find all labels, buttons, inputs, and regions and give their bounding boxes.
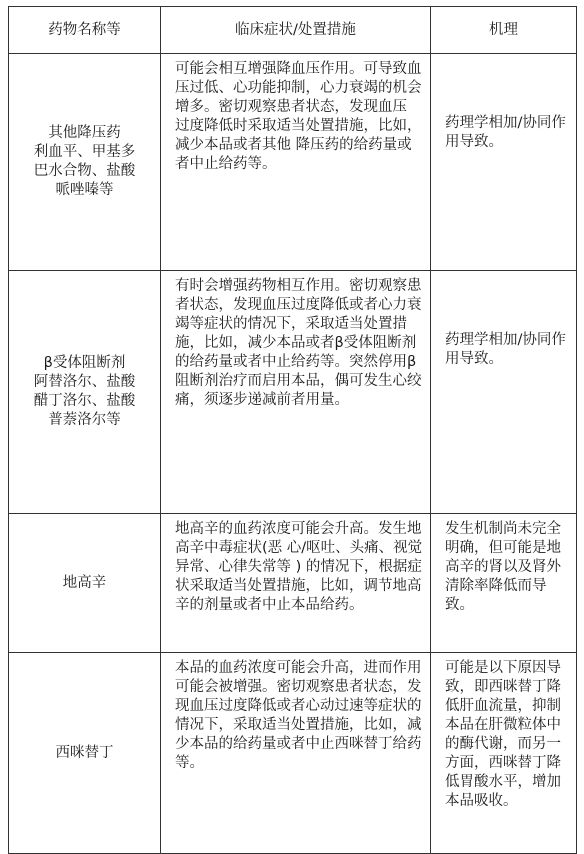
- drug-name-cell: [9, 653, 161, 854]
- drug-name-line: 利血平、甲基多: [33, 144, 136, 160]
- drug-name-line: 哌唑嗪等: [55, 182, 114, 198]
- mechanism-cell: 药理学相加/协同作用导致。: [431, 54, 577, 271]
- drug-name-cell: [9, 54, 161, 271]
- table-row: [9, 271, 577, 514]
- drug-name-line: 阿替洛尔、盐酸: [33, 374, 136, 390]
- drug-name-line: 巴水合物、盐酸: [33, 163, 136, 179]
- header-mechanism: 机理: [431, 7, 577, 54]
- clinical-cell: 有时会增强药物相互作用。密切观察患者状态，发现血压过度降低或者心力衰竭等症状的情况下，采取适当处置措施，比如，减少本品或者β受体阻断剂的给药量或者中止给药等。突然停用β阻断剂治疗而启用本品，偶可发生心绞痛，须逐步递减前者用量。: [161, 271, 431, 514]
- clinical-cell: 地高辛的血药浓度可能会升高。发生地高辛中毒症状(恶 心/呕吐、头痛、视觉异常、心律失常等 ) 的情况下，根据症状采取适当处置措施，比如，调节地高辛的剂量或者中止本品给药。: [161, 514, 431, 653]
- header-drug-name: 药物名称等: [9, 7, 161, 54]
- table-header-row: [9, 7, 577, 54]
- header-clinical-measures: 临床症状/处置措施: [161, 7, 431, 54]
- drug-name-line: β受体阻断剂: [43, 355, 126, 371]
- clinical-cell: 可能会相互增强降血压作用。可导致血压过低、心功能抑制，心力衰竭的机会增多。密切观察患者状态，发现血压 过度降低时采取适当处置措施，比如，减少本品或者其他 降压药的给药量或者中止给药等。: [161, 54, 431, 271]
- drug-name-cell: [9, 514, 161, 653]
- drug-name-line: 普萘洛尔等: [48, 412, 121, 428]
- drug-name-line: 西咪替丁: [55, 744, 114, 761]
- drug-name-line: 醋丁洛尔、盐酸: [33, 393, 136, 409]
- mechanism-cell: 药理学相加/协同作用导致。: [431, 271, 577, 514]
- table-row: [9, 653, 577, 854]
- clinical-cell: 本品的血药浓度可能会升高，进而作用可能会被增强。密切观察患者状态，发现血压过度降低或者心动过速等症状的情况下，采取适当处置措施，比如，减少本品的给药量或者中止西咪替丁给药等。: [161, 653, 431, 854]
- table-row: [9, 54, 577, 271]
- mechanism-cell: 可能是以下原因导致，即西咪替丁降低肝血流量，抑制本品在肝微粒体中的酶代谢，而另一方面，西咪替丁降低胃酸水平，增加本品吸收。: [431, 653, 577, 854]
- drug-name-line: 地高辛: [62, 574, 107, 591]
- mechanism-cell: 发生机制尚未完全明确，但可能是地高辛的肾以及肾外清除率降低而导致。: [431, 514, 577, 653]
- drug-interaction-table: [8, 6, 577, 854]
- table-row: [9, 514, 577, 653]
- drug-name-cell: [9, 271, 161, 514]
- drug-name-line: 其他降压药: [48, 125, 121, 141]
